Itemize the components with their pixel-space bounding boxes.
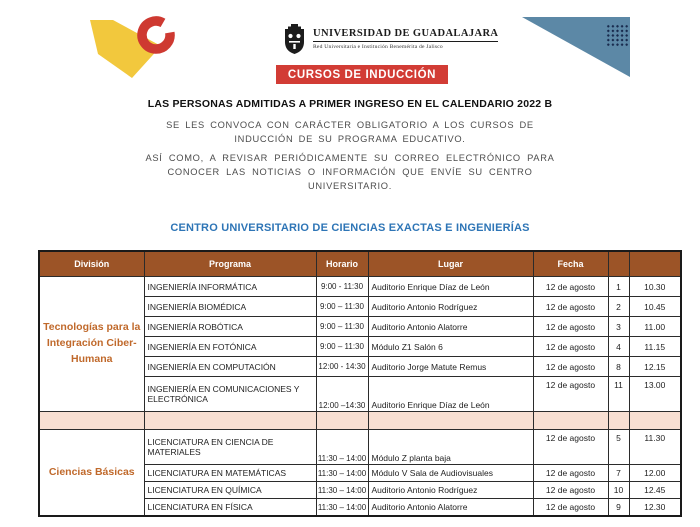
cell-num: 7	[608, 465, 629, 482]
header-horario: Horario	[316, 251, 368, 277]
header-division: División	[39, 251, 144, 277]
cell-fecha: 12 de agosto	[533, 317, 608, 337]
table-row	[39, 277, 681, 297]
cell-horario: 11:30 – 14:00	[316, 430, 368, 465]
cell-programa: INGENIERÍA ROBÓTICA	[144, 317, 316, 337]
cell-num: 1	[608, 277, 629, 297]
admitted-headline: LAS PERSONAS ADMITIDAS A PRIMER INGRESO EN EL CALENDARIO 2022 B	[147, 98, 553, 110]
dots-pattern-icon	[606, 24, 629, 47]
cell-hora: 12.00	[629, 465, 681, 482]
cell-horario: 9:00 – 11:30	[316, 317, 368, 337]
cell-lugar: Auditorio Antonio Alatorre	[368, 317, 533, 337]
cell-hora: 11.30	[629, 430, 681, 465]
cell-horario: 9:00 – 11:30	[316, 297, 368, 317]
separator-cell	[608, 412, 629, 430]
header-programa: Programa	[144, 251, 316, 277]
separator-cell	[368, 412, 533, 430]
university-wordmark	[313, 24, 498, 50]
cell-programa: INGENIERÍA BIOMÉDICA	[144, 297, 316, 317]
cell-fecha: 12 de agosto	[533, 499, 608, 517]
cell-num: 11	[608, 377, 629, 412]
cell-lugar: Módulo Z1 Salón 6	[368, 337, 533, 357]
cell-hora: 13.00	[629, 377, 681, 412]
cell-fecha: 12 de agosto	[533, 277, 608, 297]
cell-hora: 12.45	[629, 482, 681, 499]
cell-hora: 10.45	[629, 297, 681, 317]
cell-lugar: Auditorio Enrique Díaz de León	[368, 277, 533, 297]
email-reminder-paragraph: ASÍ COMO, A REVISAR PERIÓDICAMENTE SU CORREO ELECTRÓNICO PARA CONOCER LAS NOTICIAS O INFORMACIÓN QUE ENVÍE SU CENTRO UNIVERSITARIO.	[145, 153, 555, 191]
header-lugar: Lugar	[368, 251, 533, 277]
center-title: CENTRO UNIVERSITARIO DE CIENCIAS EXACTAS E INGENIERÍAS	[170, 222, 530, 234]
cell-programa: LICENCIATURA EN FÍSICA	[144, 499, 316, 517]
table-row	[39, 430, 681, 465]
cell-fecha: 12 de agosto	[533, 357, 608, 377]
header-fecha: Fecha	[533, 251, 608, 277]
cell-programa: INGENIERÍA EN FOTÓNICA	[144, 337, 316, 357]
cell-num: 10	[608, 482, 629, 499]
cell-lugar: Auditorio Jorge Matute Remus	[368, 357, 533, 377]
cell-num: 2	[608, 297, 629, 317]
cell-lugar: Módulo V Sala de Audiovisuales	[368, 465, 533, 482]
cell-fecha: 12 de agosto	[533, 430, 608, 465]
cell-programa: LICENCIATURA EN CIENCIA DE MATERIALES	[144, 430, 316, 465]
cell-programa: INGENIERÍA INFORMÁTICA	[144, 277, 316, 297]
cell-programa: LICENCIATURA EN QUÍMICA	[144, 482, 316, 499]
section-separator-row	[39, 412, 681, 430]
cell-fecha: 12 de agosto	[533, 297, 608, 317]
cell-num: 8	[608, 357, 629, 377]
induction-schedule-table	[38, 250, 682, 517]
cell-lugar: Módulo Z planta baja	[368, 430, 533, 465]
division-name: Tecnologías para la Integración Ciber-Humana	[39, 277, 144, 412]
separator-cell	[533, 412, 608, 430]
cell-horario: 9:00 - 11:30	[316, 277, 368, 297]
cell-fecha: 12 de agosto	[533, 377, 608, 412]
cell-programa: INGENIERÍA EN COMPUTACIÓN	[144, 357, 316, 377]
cell-horario: 11:30 – 14:00	[316, 499, 368, 517]
cell-hora: 10.30	[629, 277, 681, 297]
header-empty-1	[608, 251, 629, 277]
cell-programa: LICENCIATURA EN MATEMÁTICAS	[144, 465, 316, 482]
cell-num: 9	[608, 499, 629, 517]
cell-lugar: Auditorio Antonio Rodríguez	[368, 482, 533, 499]
cell-fecha: 12 de agosto	[533, 482, 608, 499]
division-name: Ciencias Básicas	[39, 430, 144, 517]
cell-hora: 12.15	[629, 357, 681, 377]
cell-programa: INGENIERÍA EN COMUNICACIONES Y ELECTRÓNICA	[144, 377, 316, 412]
cell-hora: 11.00	[629, 317, 681, 337]
cell-horario: 12:00 - 14:30	[316, 357, 368, 377]
cell-horario: 11:30 – 14:00	[316, 465, 368, 482]
yellow-red-corner-shape-icon	[85, 15, 185, 85]
cell-fecha: 12 de agosto	[533, 465, 608, 482]
university-subtitle: Red Universitaria e Institución Benemérita de Jalisco	[313, 43, 443, 50]
cell-num: 4	[608, 337, 629, 357]
cell-horario: 9:00 – 11:30	[316, 337, 368, 357]
convocation-paragraph: SE LES CONVOCA CON CARÁCTER OBLIGATORIO A LOS CURSOS DE INDUCCIÓN DE SU PROGRAMA EDUCATIVO.	[166, 120, 534, 144]
separator-cell	[316, 412, 368, 430]
cell-num: 3	[608, 317, 629, 337]
cell-lugar: Auditorio Antonio Alatorre	[368, 499, 533, 517]
cell-fecha: 12 de agosto	[533, 337, 608, 357]
table-header-row	[39, 251, 681, 277]
cell-hora: 12.30	[629, 499, 681, 517]
cell-hora: 11.15	[629, 337, 681, 357]
cell-horario: 12:00 –14:30	[316, 377, 368, 412]
university-logo	[283, 24, 498, 55]
separator-cell	[39, 412, 144, 430]
cell-lugar: Auditorio Enrique Díaz de León	[368, 377, 533, 412]
header-empty-2	[629, 251, 681, 277]
cell-lugar: Auditorio Antonio Rodríguez	[368, 297, 533, 317]
cell-num: 5	[608, 430, 629, 465]
courses-banner: CURSOS DE INDUCCIÓN	[276, 65, 448, 84]
separator-cell	[629, 412, 681, 430]
university-crest-icon	[283, 24, 306, 55]
cell-horario: 11:30 – 14:00	[316, 482, 368, 499]
university-name: UNIVERSIDAD DE GUADALAJARA	[313, 28, 498, 42]
separator-cell	[144, 412, 316, 430]
